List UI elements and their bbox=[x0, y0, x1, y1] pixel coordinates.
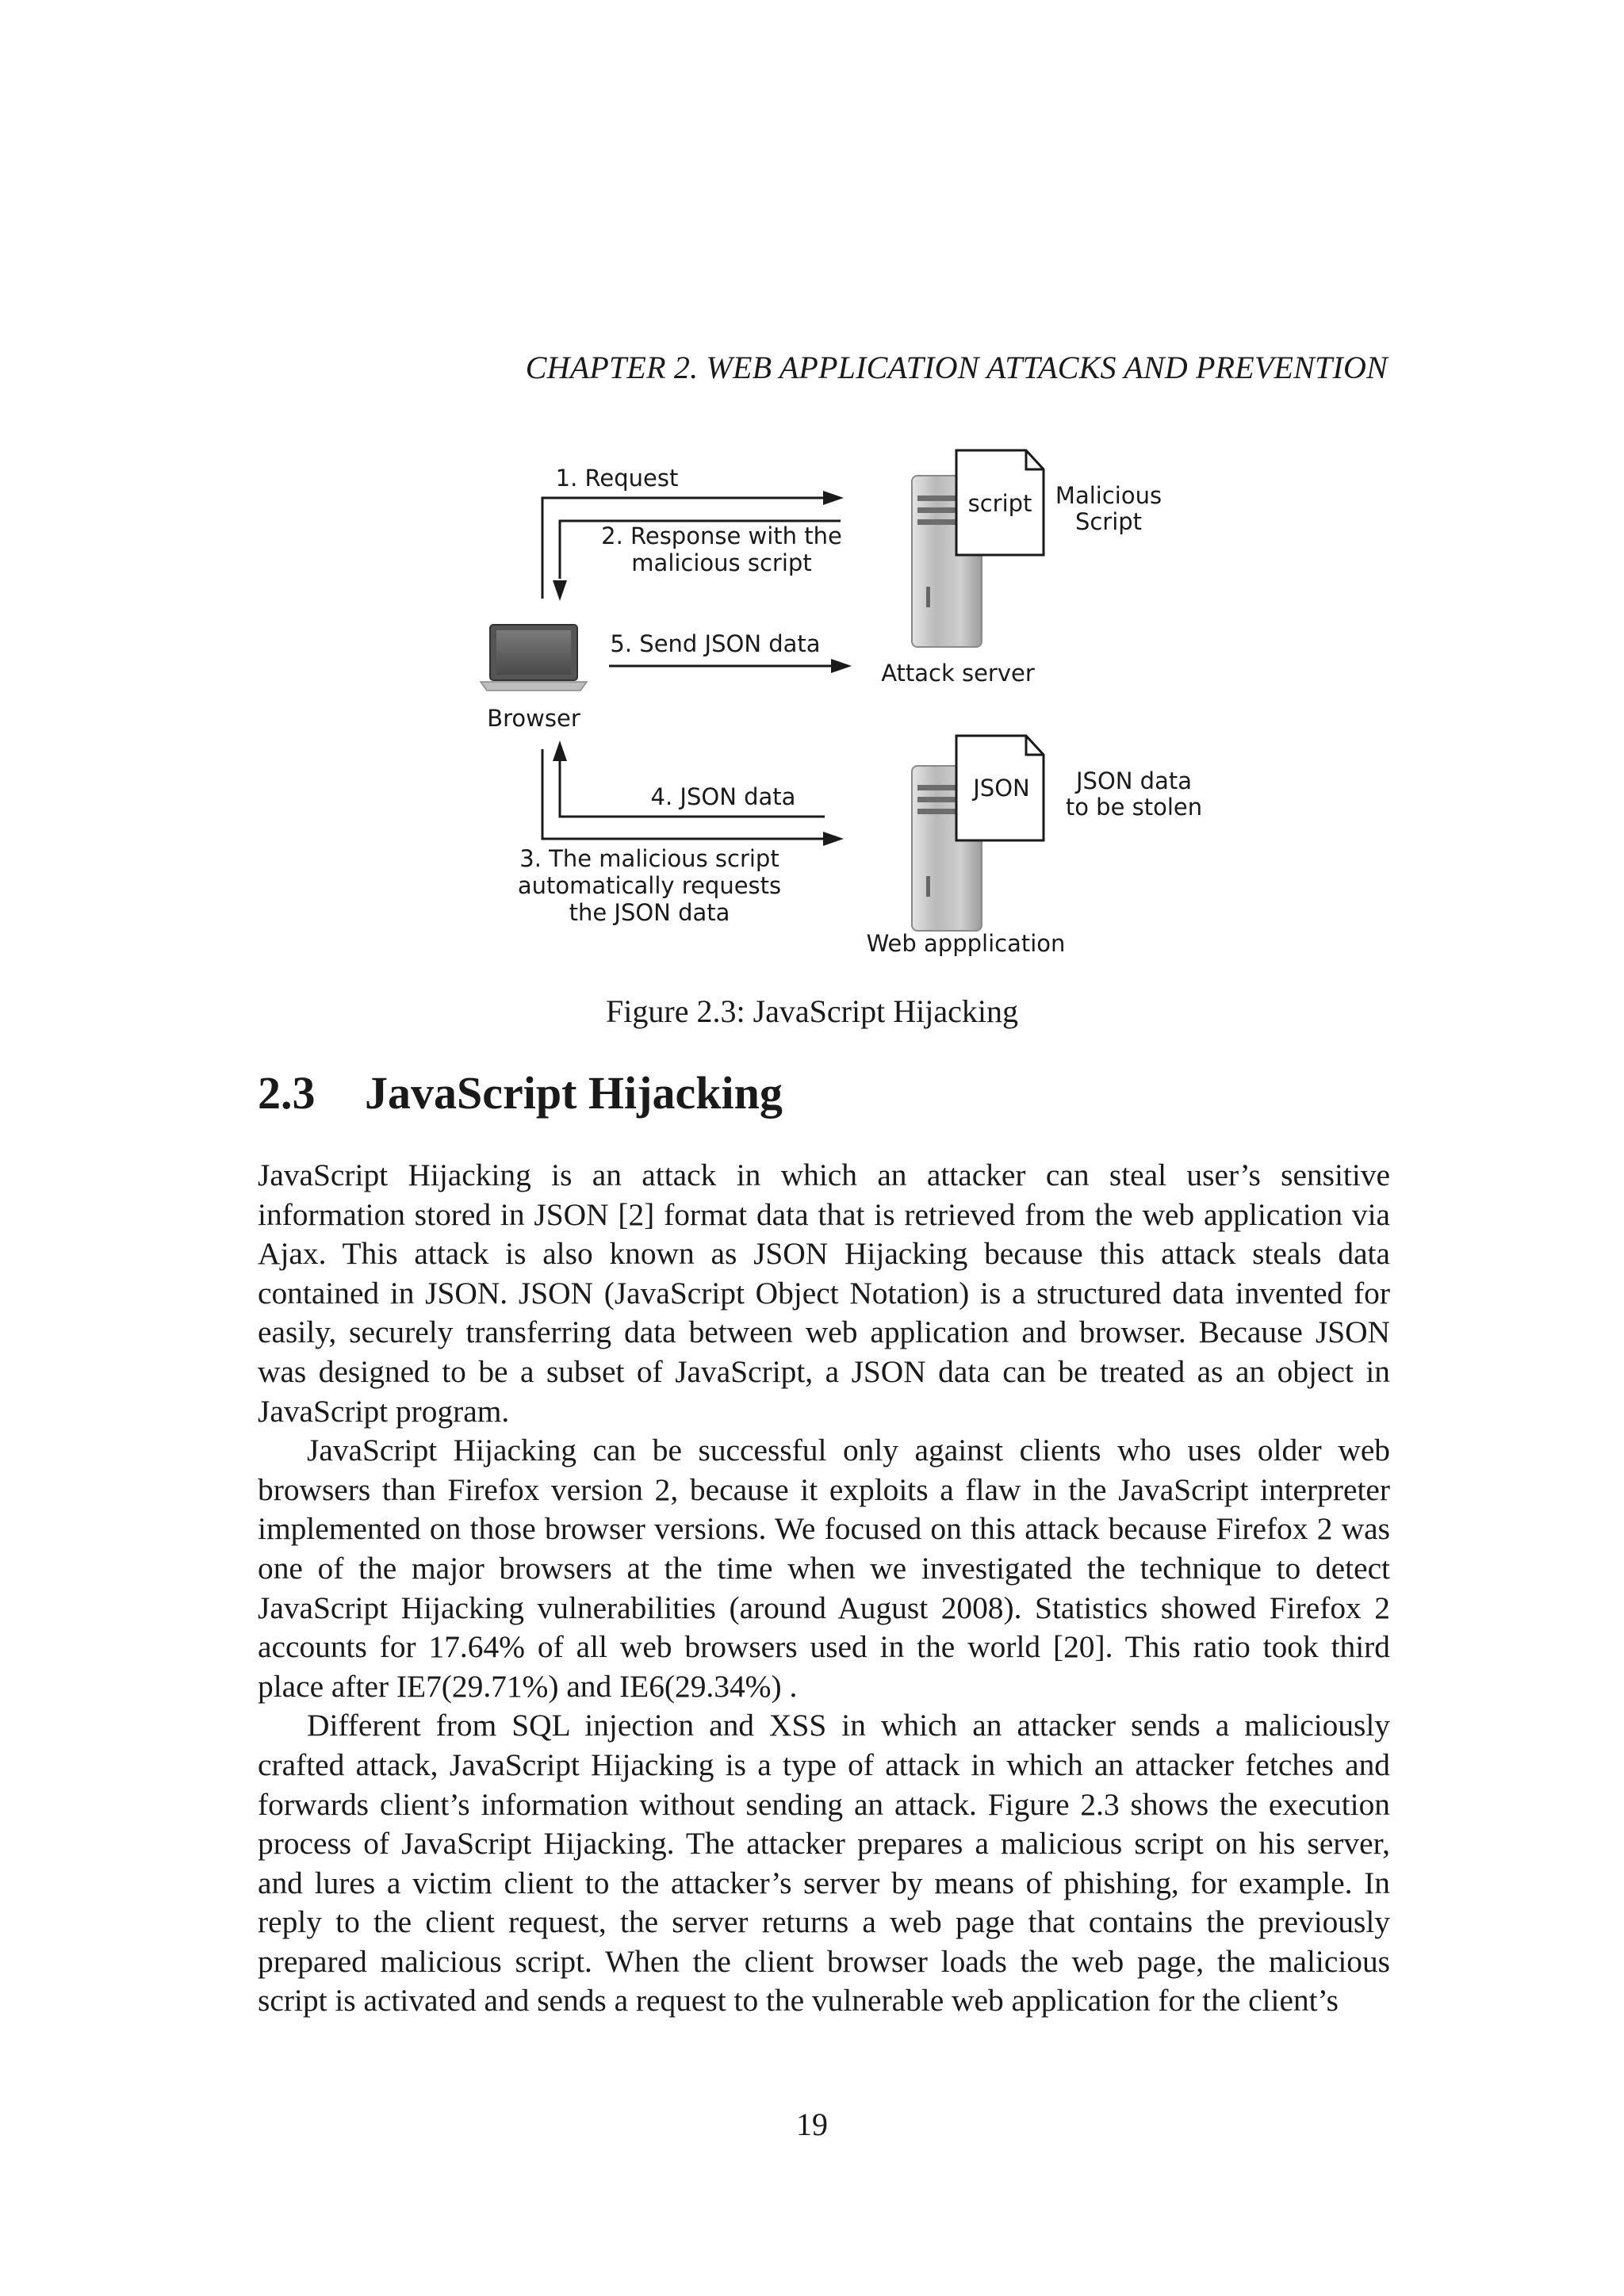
json-document-label: JSON bbox=[973, 775, 1030, 802]
arrowhead-1 bbox=[823, 491, 844, 505]
script-document-label: script bbox=[967, 490, 1032, 517]
malicious-script-label-line2: Script bbox=[1074, 508, 1143, 535]
attack-server-label: Attack server bbox=[881, 660, 1035, 687]
arrowhead-4 bbox=[553, 740, 567, 761]
arrowhead-3 bbox=[823, 832, 844, 846]
browser-label: Browser bbox=[487, 705, 580, 732]
step-1-label: 1. Request bbox=[555, 465, 679, 492]
arrowhead-2 bbox=[553, 580, 567, 601]
json-stolen-label-line1: JSON data bbox=[1075, 767, 1193, 794]
step-4-label: 4. JSON data bbox=[650, 783, 796, 810]
paragraph-1: JavaScript Hijacking is an attack in which an attacker can steal user’s sensitive information stored in JSON [2] format data that is retrieved from the web application via Ajax. This attack is also known as JSON Hijacking because this attack steals data contained in JSON. JSON (JavaScript Object Notation) is a structured data invented for easily, securely transferring data between web application and browser. Because JSON was designed to be a subset of JavaScript, a JSON data can be treated as an object in JavaScript program. bbox=[258, 1158, 1390, 1429]
step-5-label: 5. Send JSON data bbox=[610, 630, 821, 657]
running-head: CHAPTER 2. WEB APPLICATION ATTACKS AND PREVENTION bbox=[525, 350, 1388, 385]
malicious-script-label-line1: Malicious bbox=[1055, 482, 1162, 509]
paragraph-3: Different from SQL injection and XSS in which an attacker sends a maliciously crafted attack, JavaScript Hijacking is a type of attack in which an attacker fetches and forwards client’s information without sending an attack. Figure 2.3 shows the execution process of JavaScript Hijacking. The attacker prepares a malicious script on his server, and lures a victim client to the attacker’s server by means of phishing, for example. In reply to the client request, the server returns a web page that contains the previously prepared malicious script. When the client browser loads the web page, the malicious script is activated and sends a request to the vulnerable web application for the client’s bbox=[258, 1708, 1390, 2019]
laptop-icon bbox=[481, 625, 587, 691]
page-number: 19 bbox=[796, 2107, 828, 2142]
section-heading bbox=[258, 1066, 783, 1119]
arrowhead-5 bbox=[831, 659, 852, 673]
step-3-label-line1: 3. The malicious script bbox=[519, 845, 779, 872]
step-3-label-line3: the JSON data bbox=[569, 899, 730, 926]
section-title: JavaScript Hijacking bbox=[365, 1067, 783, 1119]
figure-caption: Figure 2.3: JavaScript Hijacking bbox=[606, 993, 1018, 1029]
web-application-label: Web appplication bbox=[866, 930, 1066, 957]
json-stolen-label-line2: to be stolen bbox=[1065, 794, 1203, 821]
section-number: 2.3 bbox=[258, 1067, 316, 1119]
body-text bbox=[258, 1156, 1390, 2021]
step-2-label-line2: malicious script bbox=[631, 549, 812, 576]
figure-javascript-hijacking-diagram bbox=[0, 0, 1624, 1031]
step-2-label-line1: 2. Response with the bbox=[601, 522, 842, 549]
paragraph-2: JavaScript Hijacking can be successful only against clients who uses older web browsers than Firefox version 2, because it exploits a flaw in the JavaScript interpreter implemented on those browser versions. We focused on this attack because Firefox 2 was one of the major browsers at the time when we investigated the technique to detect JavaScript Hijacking vulnerabilities (around August 2008). Statistics showed Firefox 2 accounts for 17.64% of all web browsers used in the world [20]. This ratio took third place after IE7(29.71%) and IE6(29.34%) . bbox=[258, 1433, 1390, 1704]
step-3-label-line2: automatically requests bbox=[517, 872, 782, 899]
